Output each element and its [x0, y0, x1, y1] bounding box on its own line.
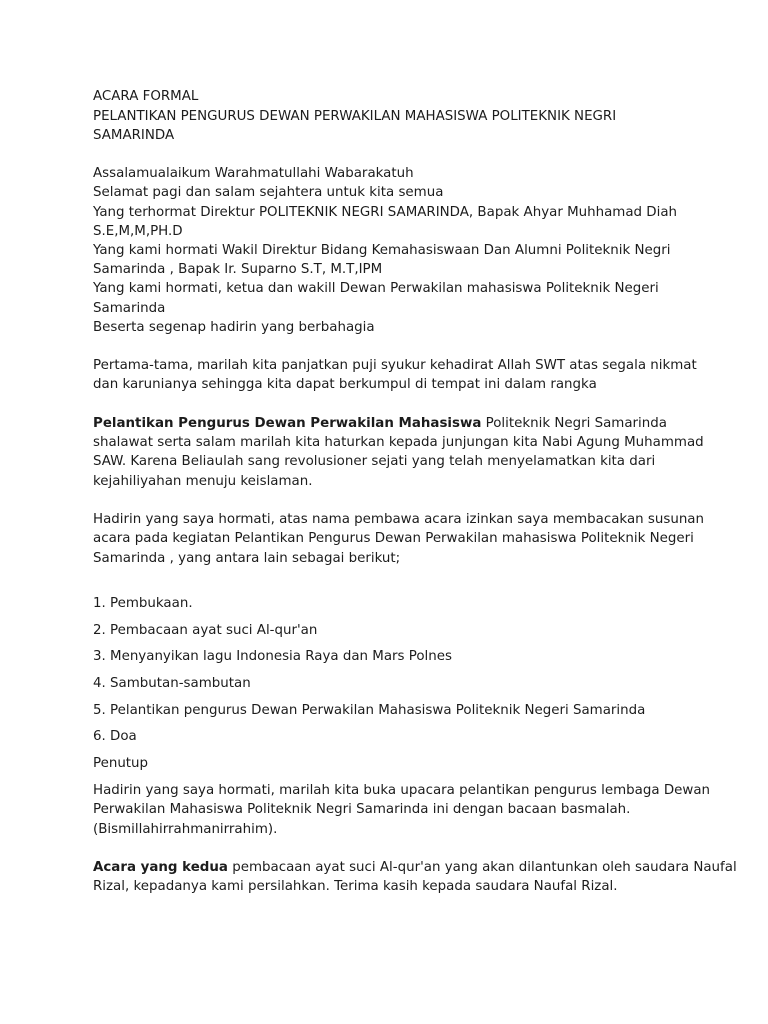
- agenda-item: 6. Doa: [93, 729, 137, 744]
- intro-line: Samarinda , yang antara lain sebagai berikut;: [93, 551, 401, 566]
- event-line: shalawat serta salam marilah kita haturkan kepada junjungan kita Nabi Agung Muhammad: [93, 435, 704, 450]
- greeting-line: Yang terhormat Direktur POLITEKNIK NEGRI SAMARINDA, Bapak Ahyar Muhhamad Diah: [93, 205, 678, 220]
- opening-line: Pertama-tama, marilah kita panjatkan puji syukur kehadirat Allah SWT atas segala nikmat: [93, 358, 697, 373]
- greeting-line: Yang kami hormati Wakil Direktur Bidang Kemahasiswaan Dan Alumni Politeknik Negri: [93, 243, 671, 258]
- second-event-line: [93, 858, 737, 877]
- greeting-line: Assalamualaikum Warahmatullahi Wabarakatuh: [93, 166, 414, 181]
- document-subtitle-line-2: SAMARINDA: [93, 128, 175, 143]
- event-name-bold: Pelantikan Pengurus Dewan Perwakilan Mahasiswa: [93, 416, 482, 431]
- agenda-item: 5. Pelantikan pengurus Dewan Perwakilan Mahasiswa Politeknik Negeri Samarinda: [93, 703, 646, 718]
- intro-line: Hadirin yang saya hormati, atas nama pembawa acara izinkan saya membacakan susunan: [93, 512, 704, 527]
- closing-line: Hadirin yang saya hormati, marilah kita buka upacara pelantikan pengurus lembaga Dewan: [93, 783, 711, 798]
- greeting-line: S.E,M,M,PH.D: [93, 224, 183, 239]
- greeting-line: Selamat pagi dan salam sejahtera untuk kita semua: [93, 185, 444, 200]
- closing-line: (Bismillahirrahmanirrahim).: [93, 822, 278, 837]
- event-line: SAW. Karena Beliaulah sang revolusioner sejati yang telah menyelamatkan kita dari: [93, 454, 656, 469]
- agenda-item: 2. Pembacaan ayat suci Al-qur'an: [93, 623, 318, 638]
- document-title: ACARA FORMAL: [93, 89, 199, 104]
- intro-line: acara pada kegiatan Pelantikan Pengurus Dewan Perwakilan mahasiswa Politeknik Negeri: [93, 531, 694, 546]
- agenda-item: 4. Sambutan-sambutan: [93, 676, 251, 691]
- greeting-line: Beserta segenap hadirin yang berbahagia: [93, 320, 375, 335]
- second-event-bold: Acara yang kedua: [93, 860, 228, 875]
- closing-line: Perwakilan Mahasiswa Politeknik Negri Samarinda ini dengan bacaan basmalah.: [93, 802, 631, 817]
- greeting-line: Samarinda: [93, 301, 166, 316]
- opening-line: dan karunianya sehingga kita dapat berkumpul di tempat ini dalam rangka: [93, 377, 597, 392]
- document-subtitle-line-1: PELANTIKAN PENGURUS DEWAN PERWAKILAN MAHASISWA POLITEKNIK NEGRI: [93, 109, 617, 124]
- greeting-line: Yang kami hormati, ketua dan wakill Dewan Perwakilan mahasiswa Politeknik Negeri: [93, 281, 659, 296]
- second-event-rest: pembacaan ayat suci Al-qur'an yang akan dilantunkan oleh saudara Naufal: [227, 860, 737, 875]
- event-line: kejahiliyahan menuju keislaman.: [93, 474, 313, 489]
- greeting-line: Samarinda , Bapak Ir. Suparno S.T, M.T,IPM: [93, 262, 383, 277]
- second-event-line: Rizal, kepadanya kami persilahkan. Terima kasih kepada saudara Naufal Rizal.: [93, 879, 618, 894]
- agenda-item: 1. Pembukaan.: [93, 596, 193, 611]
- agenda-item: Penutup: [93, 756, 149, 771]
- event-name-rest: Politeknik Negri Samarinda: [481, 416, 667, 431]
- agenda-item: 3. Menyanyikan lagu Indonesia Raya dan Mars Polnes: [93, 649, 452, 664]
- event-line: [93, 414, 667, 433]
